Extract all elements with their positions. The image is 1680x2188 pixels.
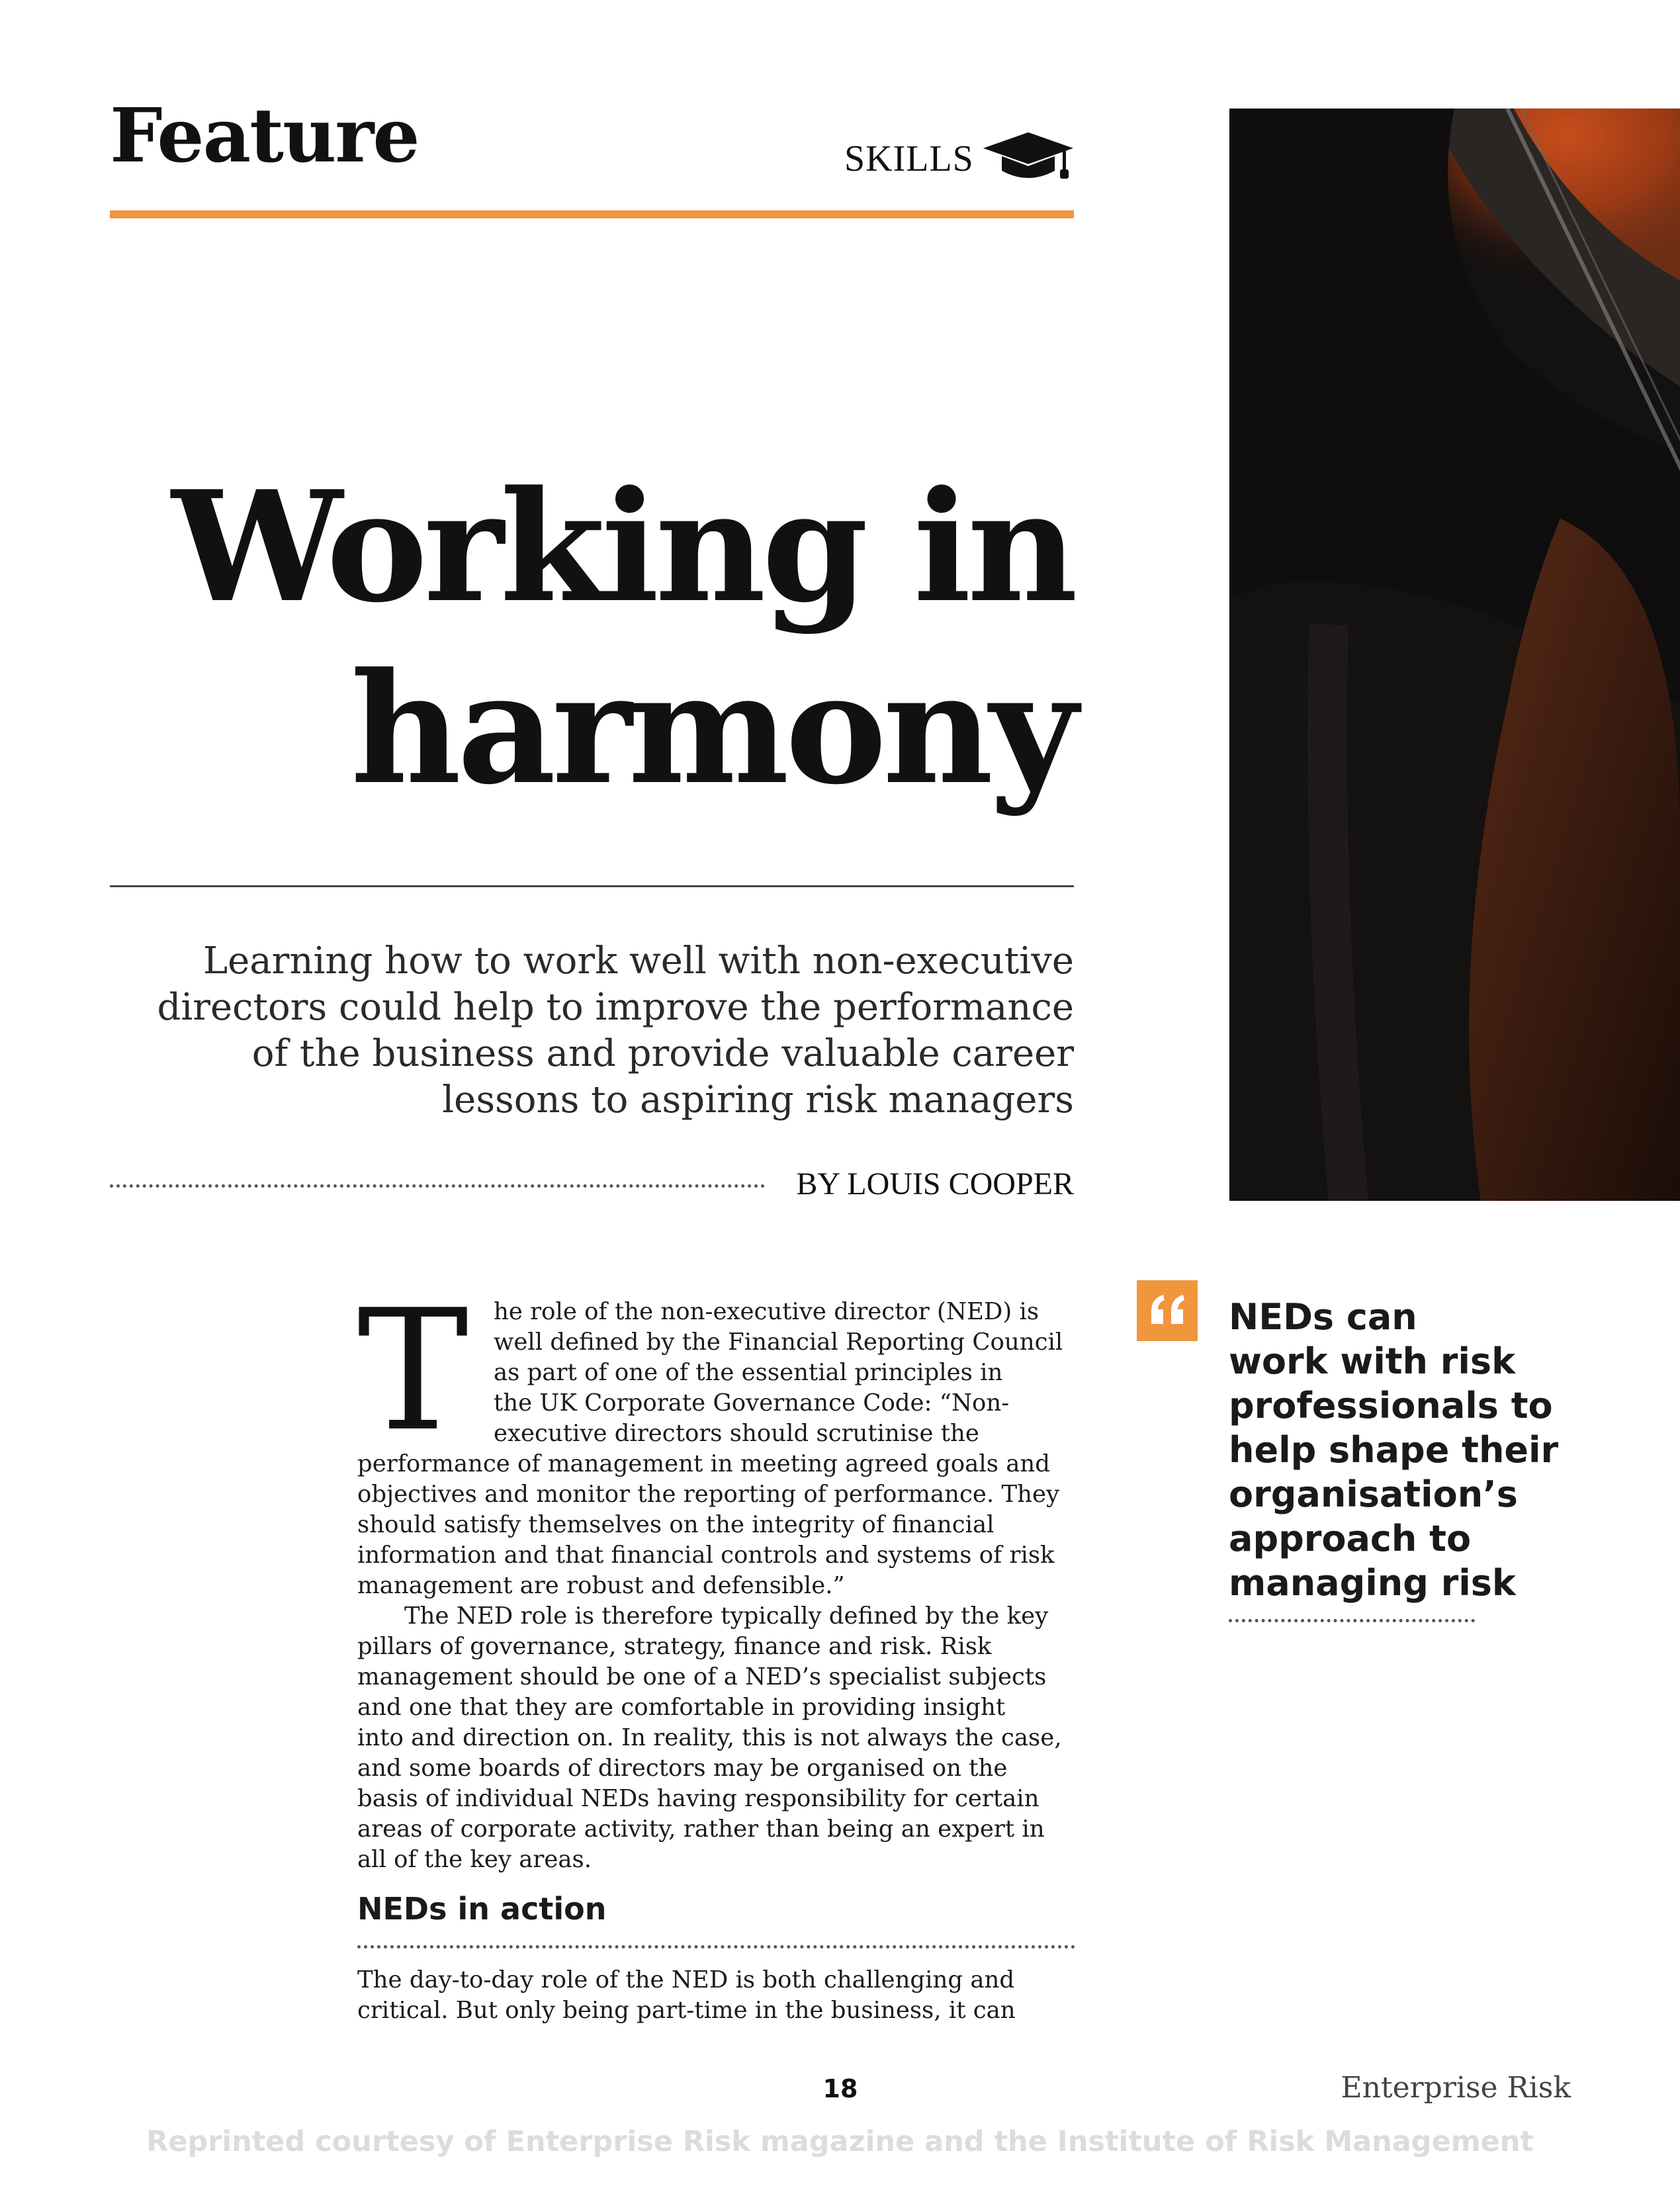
pull-quote-line: help shape their xyxy=(1229,1429,1559,1471)
body-line: all of the key areas. xyxy=(357,1846,592,1873)
category-label: SKILLS xyxy=(844,138,974,179)
paragraph-3 xyxy=(357,1965,1079,2026)
pull-quote-line: professionals to xyxy=(1229,1385,1553,1426)
page-number: 18 xyxy=(822,2074,858,2103)
drop-cap: T xyxy=(357,1274,469,1468)
body-line: executive directors should scrutinise the xyxy=(494,1420,979,1447)
body-line: performance of management in meeting agreed goals and xyxy=(357,1450,1050,1477)
pull-quote-line: NEDs can xyxy=(1229,1296,1417,1338)
body-line: pillars of governance, strategy, finance and risk. Risk xyxy=(357,1633,992,1660)
cellist-photo-illustration xyxy=(1229,109,1680,1201)
body-line: information and that financial controls and systems of risk xyxy=(357,1542,1055,1569)
body-line: into and direction on. In reality, this is not always the case, xyxy=(357,1724,1062,1751)
body-line: management should be one of a NED’s specialist subjects xyxy=(357,1663,1047,1690)
byline: BY LOUIS COOPER xyxy=(796,1166,1074,1202)
body-line: should satisfy themselves on the integrity of financial xyxy=(357,1511,995,1538)
subheading: NEDs in action xyxy=(357,1891,607,1927)
body-line: management are robust and defensible.” xyxy=(357,1572,845,1599)
quotation-mark-icon xyxy=(1137,1280,1198,1341)
byline-divider xyxy=(110,1184,765,1188)
section-label: Feature xyxy=(110,93,419,179)
body-column xyxy=(357,1274,1079,1875)
standfirst-line: Learning how to work well with non-executive xyxy=(202,940,1074,983)
body-line: The day-to-day role of the NED is both challenging and xyxy=(357,1966,1015,1993)
pull-quote-line: work with risk xyxy=(1229,1340,1515,1382)
headline-rule xyxy=(110,885,1074,887)
headline-line: Working in xyxy=(171,458,1074,636)
cellist-photo xyxy=(1229,109,1680,1201)
standfirst-line: of the business and provide valuable career xyxy=(251,1032,1074,1075)
body-line: well defined by the Financial Reporting Council xyxy=(494,1329,1063,1356)
body-line: areas of corporate activity, rather than being an expert in xyxy=(357,1816,1045,1843)
standfirst xyxy=(132,938,1074,1123)
pull-quote-line: organisation’s xyxy=(1229,1473,1518,1515)
headline-line: harmony xyxy=(350,640,1074,818)
body-line: as part of one of the essential principles in xyxy=(494,1359,1003,1386)
body-line: The NED role is therefore typically defined by the key xyxy=(404,1602,1049,1630)
paragraph-2 xyxy=(357,1601,1079,1875)
pull-quote xyxy=(1229,1295,1599,1605)
body-line: and one that they are comfortable in providing insight xyxy=(357,1694,1006,1721)
magazine-name: Enterprise Risk xyxy=(1341,2071,1571,2105)
body-line: objectives and monitor the reporting of performance. They xyxy=(357,1481,1060,1508)
pull-quote-line: managing risk xyxy=(1229,1562,1516,1604)
standfirst-line: lessons to aspiring risk managers xyxy=(442,1078,1074,1121)
body-line: the UK Corporate Governance Code: “Non- xyxy=(494,1389,1010,1417)
graduation-cap-icon xyxy=(982,130,1075,183)
pull-quote-line: approach to xyxy=(1229,1518,1472,1559)
headline xyxy=(110,457,1074,820)
standfirst-line: directors could help to improve the performance xyxy=(157,986,1074,1029)
subheading-divider xyxy=(357,1945,1075,1948)
body-line: basis of individual NEDs having responsibility for certain xyxy=(357,1785,1039,1812)
reprint-note: Reprinted courtesy of Enterprise Risk magazine and the Institute of Risk Management xyxy=(146,2125,1534,2158)
body-line: and some boards of directors may be organised on the xyxy=(357,1755,1008,1782)
body-line: critical. But only being part-time in the business, it can xyxy=(357,1997,1016,2024)
header-accent-rule xyxy=(110,210,1074,218)
pull-quote-divider xyxy=(1229,1619,1475,1622)
body-line: he role of the non-executive director (NED) is xyxy=(494,1298,1039,1325)
